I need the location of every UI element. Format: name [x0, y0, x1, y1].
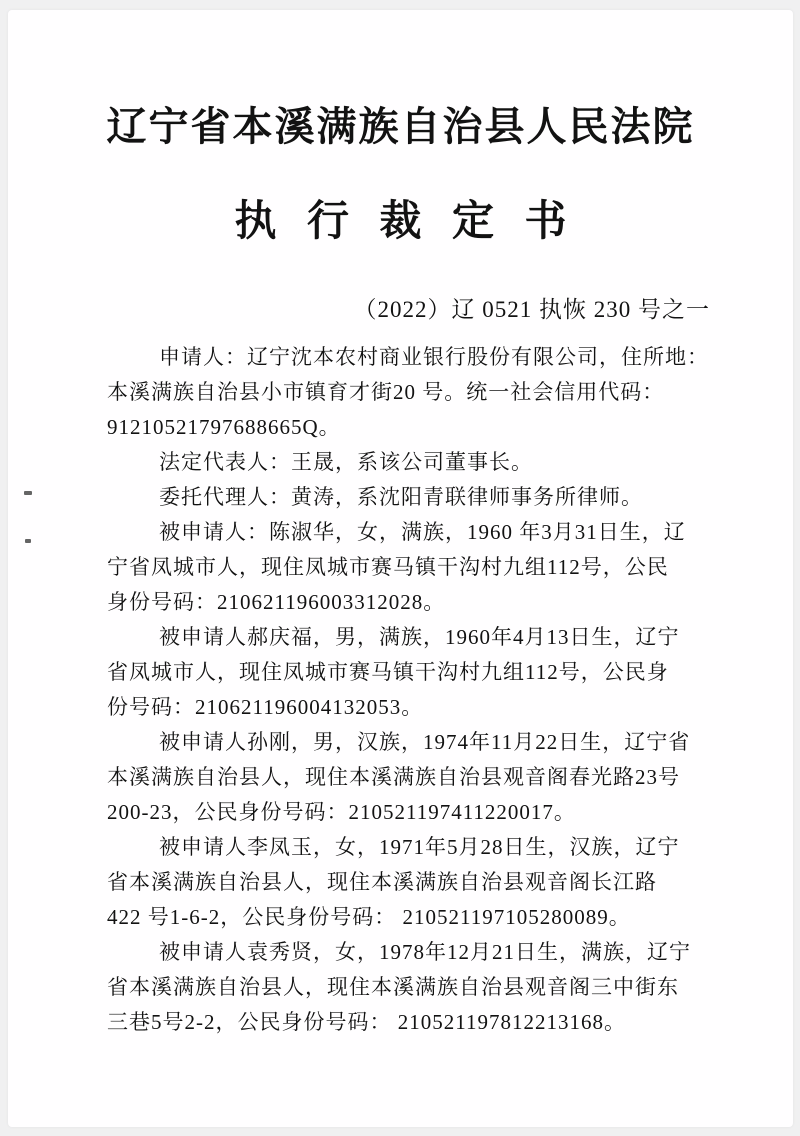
paragraph-line: 三巷5号2-2，公民身份号码： 210521197812213168。 — [107, 1010, 626, 1034]
paragraph-first-line: 法定代表人：王晟，系该公司董事长。 — [159, 450, 533, 474]
paragraph-first-line: 被申请人袁秀贤，女，1978年12月21日生，满族，辽宁 — [159, 940, 691, 964]
paragraph-first-line: 被申请人李凤玉，女，1971年5月28日生，汉族，辽宁 — [159, 835, 680, 859]
paragraph-line: 422 号1-6-2，公民身份号码： 210521197105280089。 — [107, 905, 631, 929]
paragraph-line: 省本溪满族自治县人，现住本溪满族自治县观音阁三中街东 — [107, 975, 679, 999]
paragraph-line: 本溪满族自治县小市镇育才街20 号。统一社会信用代码： — [107, 380, 665, 404]
document-title: 执 行 裁 定 书 — [234, 199, 577, 245]
case-number: （2022）辽 0521 执恢 230 号之一 — [353, 297, 710, 322]
paragraph-first-line: 申请人：辽宁沈本农村商业银行股份有限公司，住所地： — [159, 345, 709, 369]
paragraph-line: 200-23，公民身份号码：210521197411220017。 — [107, 800, 576, 824]
scan-artifact — [24, 491, 32, 495]
paragraph-line: 本溪满族自治县人，现住本溪满族自治县观音阁春光路23号 — [107, 765, 680, 789]
paragraph-first-line: 被申请人：陈淑华，女，满族，1960 年3月31日生，辽 — [159, 520, 686, 544]
paragraph-line: 身份号码：210621196003312028。 — [107, 590, 446, 614]
paragraph-line: 宁省凤城市人，现住凤城市赛马镇干沟村九组112号，公民 — [107, 555, 669, 579]
document-body — [107, 340, 747, 1040]
paragraph-first-line: 委托代理人：黄涛，系沈阳青联律师事务所律师。 — [159, 485, 643, 509]
paragraph-line: 份号码：210621196004132053。 — [107, 695, 424, 719]
court-name: 辽宁省本溪满族自治县人民法院 — [106, 104, 695, 149]
document-page — [8, 10, 793, 1127]
paragraph-line: 省凤城市人，现住凤城市赛马镇干沟村九组112号，公民身 — [107, 660, 669, 684]
paragraph-first-line: 被申请人孙刚，男，汉族，1974年11月22日生，辽宁省 — [159, 730, 691, 754]
paragraph-first-line: 被申请人郝庆福，男，满族，1960年4月13日生，辽宁 — [159, 625, 680, 649]
paragraph-line: 省本溪满族自治县人，现住本溪满族自治县观音阁长江路 — [107, 870, 657, 894]
paragraph-line: 91210521797688665Q。 — [107, 415, 341, 439]
scan-artifact — [25, 539, 31, 543]
